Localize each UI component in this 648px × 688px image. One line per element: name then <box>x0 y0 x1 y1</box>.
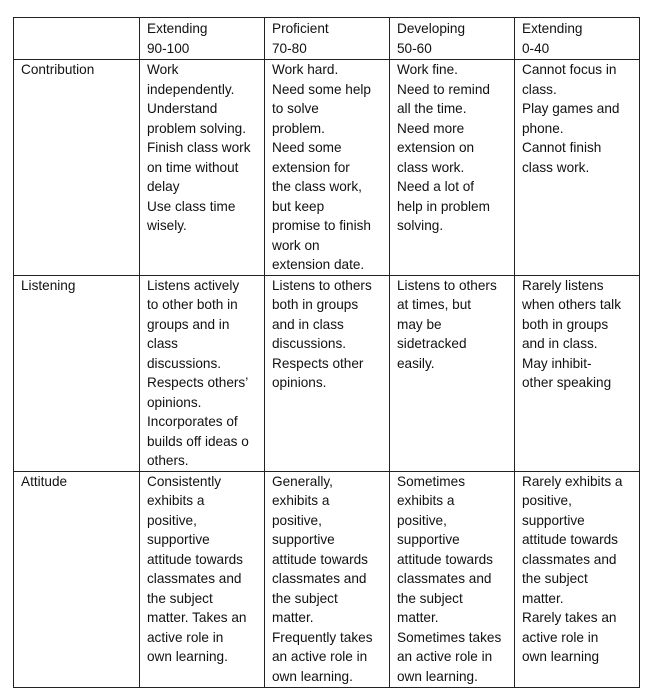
score-range: 0-40 <box>522 40 550 56</box>
descriptor-line: own learning <box>522 649 600 664</box>
descriptor-line: both in groups <box>522 316 609 332</box>
descriptor-line: class. <box>522 81 557 97</box>
descriptor-line: May inhibit- <box>522 355 592 371</box>
descriptor-line: the subject <box>522 571 588 586</box>
descriptor-line: others. <box>147 453 189 468</box>
descriptor-line: classmates and <box>397 571 492 586</box>
descriptor-line: classmates and <box>272 571 367 586</box>
level-label: Proficient <box>272 21 329 36</box>
descriptor-line: at times, but <box>397 297 472 312</box>
descriptor-line: an active role in <box>272 649 368 664</box>
descriptor-cell <box>390 275 515 471</box>
descriptor-line: opinions. <box>147 394 202 410</box>
level-label: Extending <box>522 21 583 36</box>
descriptor-line: matter. Takes an <box>147 610 247 625</box>
descriptor-line: sidetracked <box>397 336 467 351</box>
descriptor-line: the subject <box>397 590 463 606</box>
descriptor-line: groups and in <box>147 316 230 332</box>
descriptor-line: builds off ideas o <box>147 433 249 449</box>
descriptor-line: Sometimes <box>397 473 465 489</box>
descriptor-line: Respects others’ <box>147 375 249 390</box>
descriptor-line: Respects other <box>272 355 364 371</box>
descriptor-line: when others talk <box>522 297 621 312</box>
descriptor-line: solving. <box>397 218 444 233</box>
descriptor-line: promise to finish <box>272 218 371 233</box>
header-cell <box>14 18 140 60</box>
level-label: Extending <box>147 21 208 36</box>
descriptor-line: extension date. <box>272 257 365 272</box>
descriptor-line: Rarely takes an <box>522 610 617 625</box>
descriptor-line: Play games and <box>522 101 620 116</box>
descriptor-line: Sometimes takes <box>397 629 502 645</box>
descriptor-cell <box>265 275 390 471</box>
descriptor-cell <box>515 275 640 471</box>
descriptor-line: the subject <box>272 590 338 606</box>
descriptor-line: problem. <box>272 120 325 136</box>
descriptor-line: Need some help <box>272 81 371 97</box>
descriptor-line: discussions. <box>147 355 222 371</box>
descriptor-line: Use class time <box>147 198 236 214</box>
descriptor-line: easily. <box>397 355 435 371</box>
descriptor-line: exhibits a <box>397 493 455 508</box>
descriptor-line: phone. <box>522 120 564 136</box>
descriptor-cell <box>265 60 390 276</box>
criterion-label: Contribution <box>21 62 95 77</box>
descriptor-line: Understand <box>147 101 218 116</box>
header-cell <box>140 18 265 60</box>
descriptor-line: Need to remind <box>397 81 490 97</box>
descriptor-line: class work. <box>522 159 590 175</box>
descriptor-line: attitude towards <box>147 551 243 567</box>
descriptor-line: and in class. <box>522 336 598 351</box>
descriptor-line: Listens actively <box>147 277 240 293</box>
descriptor-line: and in class <box>272 316 344 332</box>
descriptor-line: positive, <box>397 512 447 528</box>
descriptor-line: delay <box>147 179 180 194</box>
descriptor-line: Need some <box>272 140 342 155</box>
descriptor-line: Incorporates of <box>147 414 238 429</box>
descriptor-line: on time without <box>147 159 239 175</box>
descriptor-line: attitude towards <box>397 551 493 567</box>
descriptor-line: classmates and <box>147 571 242 586</box>
descriptor-line: Need a lot of <box>397 179 475 194</box>
descriptor-line: own learning. <box>147 649 228 664</box>
descriptor-line: Frequently takes <box>272 629 373 645</box>
descriptor-cell <box>265 471 390 687</box>
descriptor-line: Listens to others <box>397 277 497 293</box>
descriptor-line: wisely. <box>147 218 187 233</box>
descriptor-line: opinions. <box>272 375 327 390</box>
descriptor-line: Work fine. <box>397 62 458 77</box>
descriptor-line: exhibits a <box>147 493 205 508</box>
rubric-table <box>13 17 640 688</box>
descriptor-line: matter. <box>397 610 439 625</box>
score-range: 90-100 <box>147 40 190 56</box>
descriptor-cell <box>140 471 265 687</box>
descriptor-line: independently. <box>147 81 235 97</box>
descriptor-line: supportive <box>272 532 335 547</box>
descriptor-line: attitude towards <box>522 532 618 547</box>
descriptor-line: Need more <box>397 120 465 136</box>
descriptor-line: to other both in <box>147 297 238 312</box>
score-range: 70-80 <box>272 40 307 56</box>
criterion-cell <box>14 60 140 276</box>
descriptor-line: extension for <box>272 159 350 175</box>
descriptor-line: work on <box>272 237 320 253</box>
descriptor-line: other speaking <box>522 375 612 390</box>
descriptor-cell <box>140 60 265 276</box>
descriptor-line: supportive <box>147 532 210 547</box>
descriptor-cell <box>390 60 515 276</box>
descriptor-line: discussions. <box>272 336 347 351</box>
header-row <box>14 18 640 60</box>
table-row <box>14 471 640 687</box>
descriptor-line: extension on <box>397 140 475 155</box>
descriptor-line: exhibits a <box>272 493 330 508</box>
descriptor-line: Rarely exhibits a <box>522 473 623 489</box>
descriptor-line: all the time. <box>397 101 467 116</box>
descriptor-cell <box>515 471 640 687</box>
descriptor-line: class work. <box>397 159 465 175</box>
descriptor-line: attitude towards <box>272 551 368 567</box>
descriptor-line: supportive <box>397 532 460 547</box>
descriptor-line: an active role in <box>397 649 493 664</box>
descriptor-line: to solve <box>272 101 319 116</box>
descriptor-line: Rarely listens <box>522 277 604 293</box>
descriptor-line: matter. <box>522 590 564 606</box>
header-cell <box>390 18 515 60</box>
descriptor-line: help in problem <box>397 198 490 214</box>
descriptor-cell <box>390 471 515 687</box>
descriptor-line: Consistently <box>147 473 222 489</box>
score-range: 50-60 <box>397 40 432 56</box>
descriptor-line: own learning. <box>397 668 478 684</box>
descriptor-line: Work hard. <box>272 62 339 77</box>
descriptor-line: Cannot focus in <box>522 62 617 77</box>
header-cell <box>515 18 640 60</box>
descriptor-line: both in groups <box>272 297 359 312</box>
descriptor-line: positive, <box>522 493 572 508</box>
criterion-label: Attitude <box>21 473 68 489</box>
descriptor-line: Cannot finish <box>522 140 602 155</box>
descriptor-line: classmates and <box>522 551 617 567</box>
descriptor-line: active role in <box>147 629 224 645</box>
level-label: Developing <box>397 21 466 36</box>
descriptor-line: active role in <box>522 629 599 645</box>
descriptor-line: positive, <box>272 512 322 528</box>
descriptor-line: the subject <box>147 590 213 606</box>
descriptor-line: Generally, <box>272 473 333 489</box>
descriptor-cell <box>140 275 265 471</box>
descriptor-line: Listens to others <box>272 277 372 293</box>
criterion-cell <box>14 275 140 471</box>
descriptor-line: Work <box>147 62 179 77</box>
table-row <box>14 275 640 471</box>
header-cell <box>265 18 390 60</box>
descriptor-line: positive, <box>147 512 197 528</box>
descriptor-cell <box>515 60 640 276</box>
descriptor-line: class <box>147 336 178 351</box>
descriptor-line: may be <box>397 316 442 332</box>
descriptor-line: but keep <box>272 198 325 214</box>
descriptor-line: matter. <box>272 610 314 625</box>
descriptor-line: own learning. <box>272 668 353 684</box>
descriptor-line: supportive <box>522 512 585 528</box>
criterion-label: Listening <box>21 277 76 293</box>
descriptor-line: the class work, <box>272 179 362 194</box>
descriptor-line: problem solving. <box>147 120 246 136</box>
criterion-cell <box>14 471 140 687</box>
table-row <box>14 60 640 276</box>
descriptor-line: Finish class work <box>147 140 251 155</box>
